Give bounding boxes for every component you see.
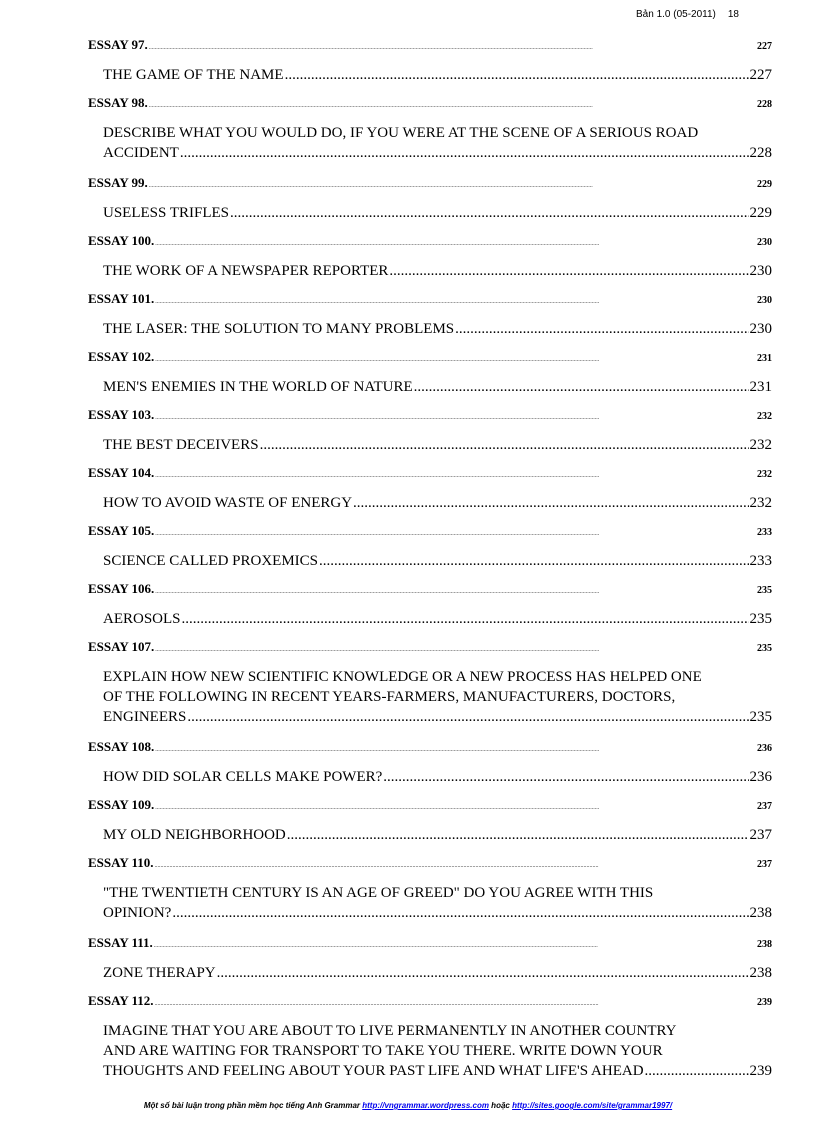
footer-link-wordpress[interactable]: http://vngrammar.wordpress.com	[362, 1101, 489, 1110]
toc-essay-entry[interactable]	[88, 172, 772, 201]
essay-page-number: 228	[757, 99, 772, 110]
essay-title-line: EXPLAIN HOW NEW SCIENTIFIC KNOWLEDGE OR A NEW PROCESS HAS HELPED ONE	[103, 669, 702, 685]
toc-essay-entry[interactable]	[88, 346, 772, 375]
dot-leader	[455, 319, 748, 339]
essay-title-line: IMAGINE THAT YOU ARE ABOUT TO LIVE PERMANENTLY IN ANOTHER COUNTRY	[103, 1023, 677, 1039]
essay-heading: ESSAY 110.	[88, 855, 154, 870]
dot-leader	[149, 45, 756, 51]
dot-leader	[389, 261, 748, 281]
toc-essay-entry[interactable]	[88, 852, 772, 881]
toc-title-entry[interactable]	[88, 375, 772, 404]
essay-title: ACCIDENT	[103, 145, 179, 161]
essay-heading: ESSAY 102.	[88, 349, 155, 364]
dot-leader	[285, 65, 749, 85]
title-page-number: 232	[749, 437, 772, 453]
essay-title: THE GAME OF THE NAME	[103, 67, 284, 83]
dot-leader	[187, 707, 748, 727]
toc-essay-entry[interactable]	[88, 404, 772, 433]
title-page-number: 227	[749, 67, 772, 83]
essay-heading: ESSAY 111.	[88, 935, 153, 950]
essay-title-line: "THE TWENTIETH CENTURY IS AN AGE OF GREED" DO YOU AGREE WITH THIS	[103, 885, 654, 901]
essay-heading: ESSAY 105.	[88, 523, 155, 538]
toc-title-entry[interactable]	[88, 201, 772, 230]
title-page-number: 231	[749, 379, 772, 395]
dot-leader	[230, 203, 749, 223]
essay-page-number: 232	[757, 469, 772, 480]
title-page-number: 233	[749, 553, 772, 569]
dot-leader	[155, 473, 756, 479]
footer-or-text: hoặc	[488, 1101, 513, 1110]
essay-heading: ESSAY 100.	[88, 233, 155, 248]
essay-title: THOUGHTS AND FEELING ABOUT YOUR PAST LIFE AND WHAT LIFE'S AHEAD	[103, 1063, 644, 1079]
essay-page-number: 235	[757, 585, 772, 596]
essay-title: USELESS TRIFLES	[103, 205, 229, 221]
footer-text: Một số bài luận trong phần mềm học tiếng Anh Grammar	[143, 1101, 363, 1110]
essay-page-number: 236	[757, 743, 772, 754]
dot-leader	[155, 747, 756, 753]
dot-leader	[155, 1001, 756, 1007]
essay-title: MY OLD NEIGHBORHOOD	[103, 827, 286, 843]
toc-title-entry[interactable]	[88, 823, 772, 852]
dot-leader	[645, 1061, 749, 1081]
dot-leader	[149, 103, 756, 109]
toc-essay-entry[interactable]	[88, 990, 772, 1019]
essay-heading: ESSAY 104.	[88, 465, 155, 480]
dot-leader	[260, 435, 749, 455]
essay-title-last-line	[103, 707, 772, 727]
dot-leader	[155, 241, 756, 247]
dot-leader	[155, 299, 756, 305]
essay-title: OPINION?	[103, 905, 172, 921]
toc-essay-entry[interactable]	[88, 230, 772, 259]
page-number: 18	[727, 9, 739, 20]
essay-heading: ESSAY 98.	[88, 95, 148, 110]
essay-page-number: 233	[757, 527, 772, 538]
essay-page-number: 230	[757, 295, 772, 306]
title-page-number: 228	[749, 145, 772, 161]
dot-leader	[155, 415, 756, 421]
essay-title-line: DESCRIBE WHAT YOU WOULD DO, IF YOU WERE AT THE SCENE OF A SERIOUS ROAD	[103, 125, 699, 141]
toc-title-entry[interactable]	[88, 549, 772, 578]
essay-title: SCIENCE CALLED PROXEMICS	[103, 553, 319, 569]
dot-leader	[182, 609, 749, 629]
toc-essay-entry[interactable]	[88, 92, 772, 121]
dot-leader	[383, 767, 748, 787]
title-page-number: 238	[749, 965, 772, 981]
essay-title: THE WORK OF A NEWSPAPER REPORTER	[103, 263, 389, 279]
essay-page-number: 237	[757, 859, 772, 870]
toc-essay-entry[interactable]	[88, 288, 772, 317]
title-page-number: 236	[749, 769, 772, 785]
essay-page-number: 231	[757, 353, 772, 364]
title-page-number: 230	[749, 321, 772, 337]
essay-title-line: AND ARE WAITING FOR TRANSPORT TO TAKE YOU THERE. WRITE DOWN YOUR	[103, 1043, 663, 1059]
toc-title-entry[interactable]	[88, 121, 772, 172]
essay-page-number: 229	[757, 179, 772, 190]
essay-page-number: 230	[757, 237, 772, 248]
essay-title-last-line	[103, 1061, 772, 1081]
title-page-number: 235	[749, 709, 772, 725]
dot-leader	[155, 805, 756, 811]
essay-title: HOW DID SOLAR CELLS MAKE POWER?	[103, 769, 383, 785]
dot-leader	[414, 377, 749, 397]
essay-page-number: 235	[757, 643, 772, 654]
dot-leader	[155, 863, 756, 869]
essay-title: HOW TO AVOID WASTE OF ENERGY	[103, 495, 353, 511]
toc-essay-entry[interactable]	[88, 34, 772, 63]
dot-leader	[287, 825, 749, 845]
dot-leader	[172, 903, 748, 923]
essay-title: THE BEST DECEIVERS	[103, 437, 259, 453]
toc-title-entry[interactable]	[88, 607, 772, 636]
essay-title: ZONE THERAPY	[103, 965, 216, 981]
essay-title-last-line	[103, 143, 772, 163]
toc-essay-entry[interactable]	[88, 932, 772, 961]
title-page-number: 230	[749, 263, 772, 279]
dot-leader	[155, 531, 756, 537]
essay-title-line: OF THE FOLLOWING IN RECENT YEARS-FARMERS, MANUFACTURERS, DOCTORS,	[103, 689, 676, 705]
essay-heading: ESSAY 99.	[88, 175, 148, 190]
toc-title-entry[interactable]	[88, 961, 772, 990]
essay-page-number: 227	[757, 41, 772, 52]
essay-page-number: 232	[757, 411, 772, 422]
dot-leader	[319, 551, 748, 571]
essay-heading: ESSAY 109.	[88, 797, 155, 812]
essay-heading: ESSAY 103.	[88, 407, 155, 422]
essay-title: THE LASER: THE SOLUTION TO MANY PROBLEMS	[103, 321, 455, 337]
essay-page-number: 237	[757, 801, 772, 812]
toc-title-entry[interactable]	[88, 317, 772, 346]
title-page-number: 235	[749, 611, 772, 627]
dot-leader	[149, 183, 756, 189]
toc-title-entry[interactable]	[88, 491, 772, 520]
toc-title-entry[interactable]	[88, 63, 772, 92]
title-page-number: 232	[749, 495, 772, 511]
toc-title-entry[interactable]	[88, 665, 772, 736]
toc-title-entry[interactable]	[88, 259, 772, 288]
essay-heading: ESSAY 101.	[88, 291, 155, 306]
title-page-number: 239	[749, 1063, 772, 1079]
dot-leader	[155, 357, 756, 363]
toc-essay-entry[interactable]	[88, 462, 772, 491]
essay-title: MEN'S ENEMIES IN THE WORLD OF NATURE	[103, 379, 413, 395]
dot-leader	[217, 963, 749, 983]
essay-title: AEROSOLS	[103, 611, 181, 627]
essay-title: ENGINEERS	[103, 709, 187, 725]
toc-essay-entry[interactable]	[88, 520, 772, 549]
toc-essay-entry[interactable]	[88, 794, 772, 823]
toc-title-entry[interactable]	[88, 433, 772, 462]
title-page-number: 237	[749, 827, 772, 843]
page-header	[636, 9, 739, 20]
footer-link-google-sites[interactable]: http://sites.google.com/site/grammar1997/	[512, 1101, 673, 1110]
title-page-number: 238	[749, 905, 772, 921]
version-label: Bản 1.0 (05-2011)	[636, 9, 716, 20]
essay-heading: ESSAY 112.	[88, 993, 154, 1008]
title-page-number: 229	[749, 205, 772, 221]
essay-heading: ESSAY 97.	[88, 37, 148, 52]
page-footer	[0, 1101, 816, 1110]
essay-heading: ESSAY 108.	[88, 739, 155, 754]
dot-leader	[155, 589, 756, 595]
dot-leader	[353, 493, 748, 513]
toc-essay-entry[interactable]	[88, 578, 772, 607]
essay-page-number: 239	[757, 997, 772, 1008]
toc-essay-entry[interactable]	[88, 736, 772, 765]
dot-leader	[155, 647, 756, 653]
table-of-contents	[88, 34, 772, 1090]
essay-heading: ESSAY 106.	[88, 581, 155, 596]
essay-title-last-line	[103, 903, 772, 923]
toc-title-entry[interactable]	[88, 881, 772, 932]
toc-title-entry[interactable]	[88, 1019, 772, 1090]
toc-title-entry[interactable]	[88, 765, 772, 794]
dot-leader	[180, 143, 749, 163]
toc-essay-entry[interactable]	[88, 636, 772, 665]
essay-heading: ESSAY 107.	[88, 639, 155, 654]
essay-page-number: 238	[757, 939, 772, 950]
dot-leader	[154, 943, 756, 949]
